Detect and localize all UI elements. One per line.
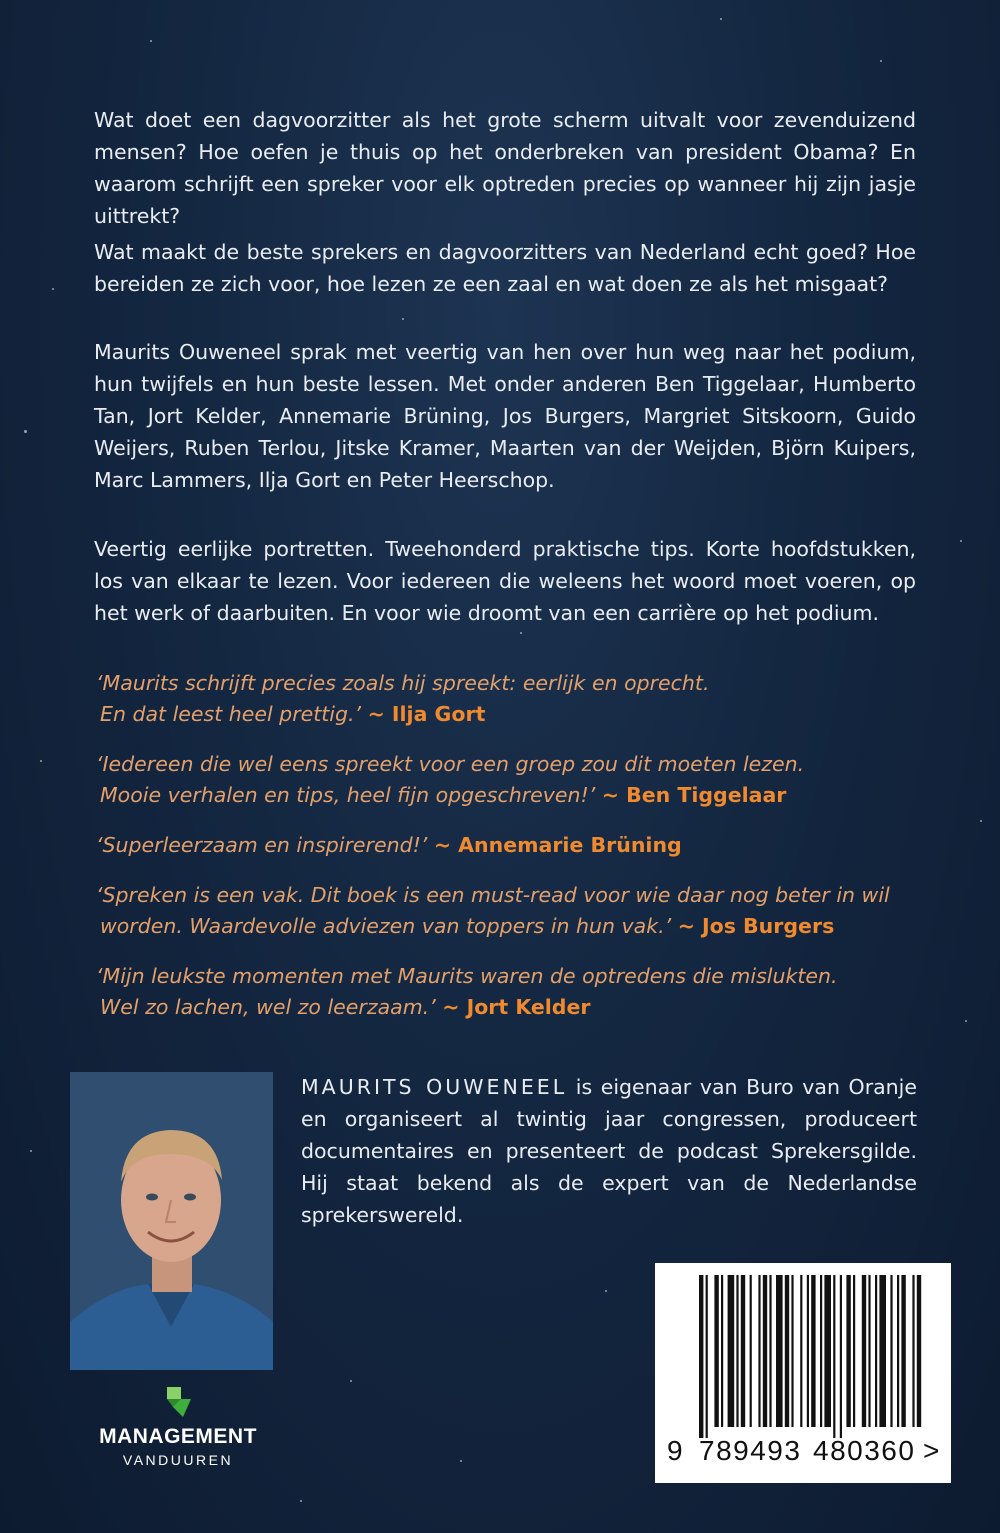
isbn-barcode — [655, 1263, 951, 1483]
blurb-paragraph-2 — [94, 236, 916, 300]
isbn-quiet-zone-marker: > — [923, 1435, 940, 1466]
blurb-paragraph-4 — [94, 533, 916, 629]
quote-author: ~ Ben Tiggelaar — [601, 783, 787, 807]
blurb-text: Maurits Ouweneel sprak met veertig van hen over hun weg naar het podium, hun twijfels en hun beste lessen. Met onder anderen Ben Tiggelaar, Humberto Tan, Jort Kelder, Annemarie Brüning, Jos Burgers, Margriet Sitskoorn, Guido Weijers, Ruben Terlou, Jitske Kramer, Maarten van der Weijden, Björn Kuipers, Marc Lammers, Ilja Gort en Peter Heerschop. — [94, 340, 916, 492]
quote-line: ‘Mijn leukste momenten met Maurits waren de optredens die mislukten. — [96, 964, 838, 988]
quote-line: Mooie verhalen en tips, heel fijn opgeschreven!’ — [100, 783, 596, 807]
endorsement — [96, 830, 926, 861]
isbn-digits-right: 480360 — [813, 1435, 916, 1466]
endorsement — [96, 961, 926, 1023]
author-bio — [301, 1071, 917, 1231]
quote-author: ~ Jort Kelder — [442, 995, 591, 1019]
quote-line: ‘Iedereen die wel eens spreekt voor een groep zou dit moeten lezen. — [96, 752, 805, 776]
blurb-text: Wat maakt de beste sprekers en dagvoorzitters van Nederland echt goed? Hoe bereiden ze zich voor, hoe lezen ze een zaal en wat doen ze als het misgaat? — [94, 240, 916, 296]
isbn-digit-prefix: 9 — [667, 1435, 683, 1466]
bio-text: is eigenaar van Buro van Oranje en organiseert al twintig jaar congressen, produceert documentaires en presenteert de podcast Sprekersgilde. Hij staat bekend als de expert van de Nederlandse sprekerswereld. — [301, 1075, 917, 1227]
isbn-digits-left: 789493 — [699, 1435, 802, 1466]
quote-line: En dat leest heel prettig.’ — [100, 702, 362, 726]
isbn-digits — [655, 1435, 951, 1475]
arrow-down-right-icon — [161, 1385, 195, 1419]
endorsement — [96, 668, 926, 730]
quote-line: ‘Superleerzaam en inspirerend!’ — [96, 833, 428, 857]
blurb-paragraph-3 — [94, 336, 916, 496]
endorsements — [96, 668, 926, 1042]
quote-author: ~ Jos Burgers — [677, 914, 835, 938]
blurb-text: Veertig eerlijke portretten. Tweehonderd praktische tips. Korte hoofdstukken, los van elkaar te lezen. Voor iedereen die weleens het woord moet voeren, op het werk of daarbuiten. En voor wie droomt van een carrière op het podium. — [94, 537, 916, 625]
author-photo — [70, 1072, 273, 1370]
publisher-subname: VANDUUREN — [122, 1452, 234, 1468]
blurb-paragraph-1 — [94, 104, 916, 232]
publisher-logo — [78, 1385, 278, 1468]
publisher-name: MANAGEMENT — [99, 1425, 257, 1448]
author-name: MAURITS OUWENEEL — [301, 1075, 568, 1099]
endorsement — [96, 749, 926, 811]
quote-author: ~ Ilja Gort — [367, 702, 486, 726]
blurb-text: Wat doet een dagvoorzitter als het grote scherm uitvalt voor zevenduizend mensen? Hoe oefen je thuis op het onderbreken van president Obama? En waarom schrijft een spreker voor elk optreden precies op wanneer hij zijn jasje uittrekt? — [94, 108, 916, 228]
quote-author: ~ Annemarie Brüning — [433, 833, 682, 857]
quote-line: ‘Spreken is een vak. Dit boek is een must-read voor wie daar nog beter in wil — [96, 883, 890, 907]
endorsement — [96, 880, 926, 942]
barcode-bars — [655, 1263, 951, 1438]
quote-line: worden. Waardevolle adviezen van toppers in hun vak.’ — [100, 914, 672, 938]
quote-line: Wel zo lachen, wel zo leerzaam.’ — [100, 995, 436, 1019]
quote-line: ‘Maurits schrijft precies zoals hij spreekt: eerlijk en oprecht. — [96, 671, 710, 695]
